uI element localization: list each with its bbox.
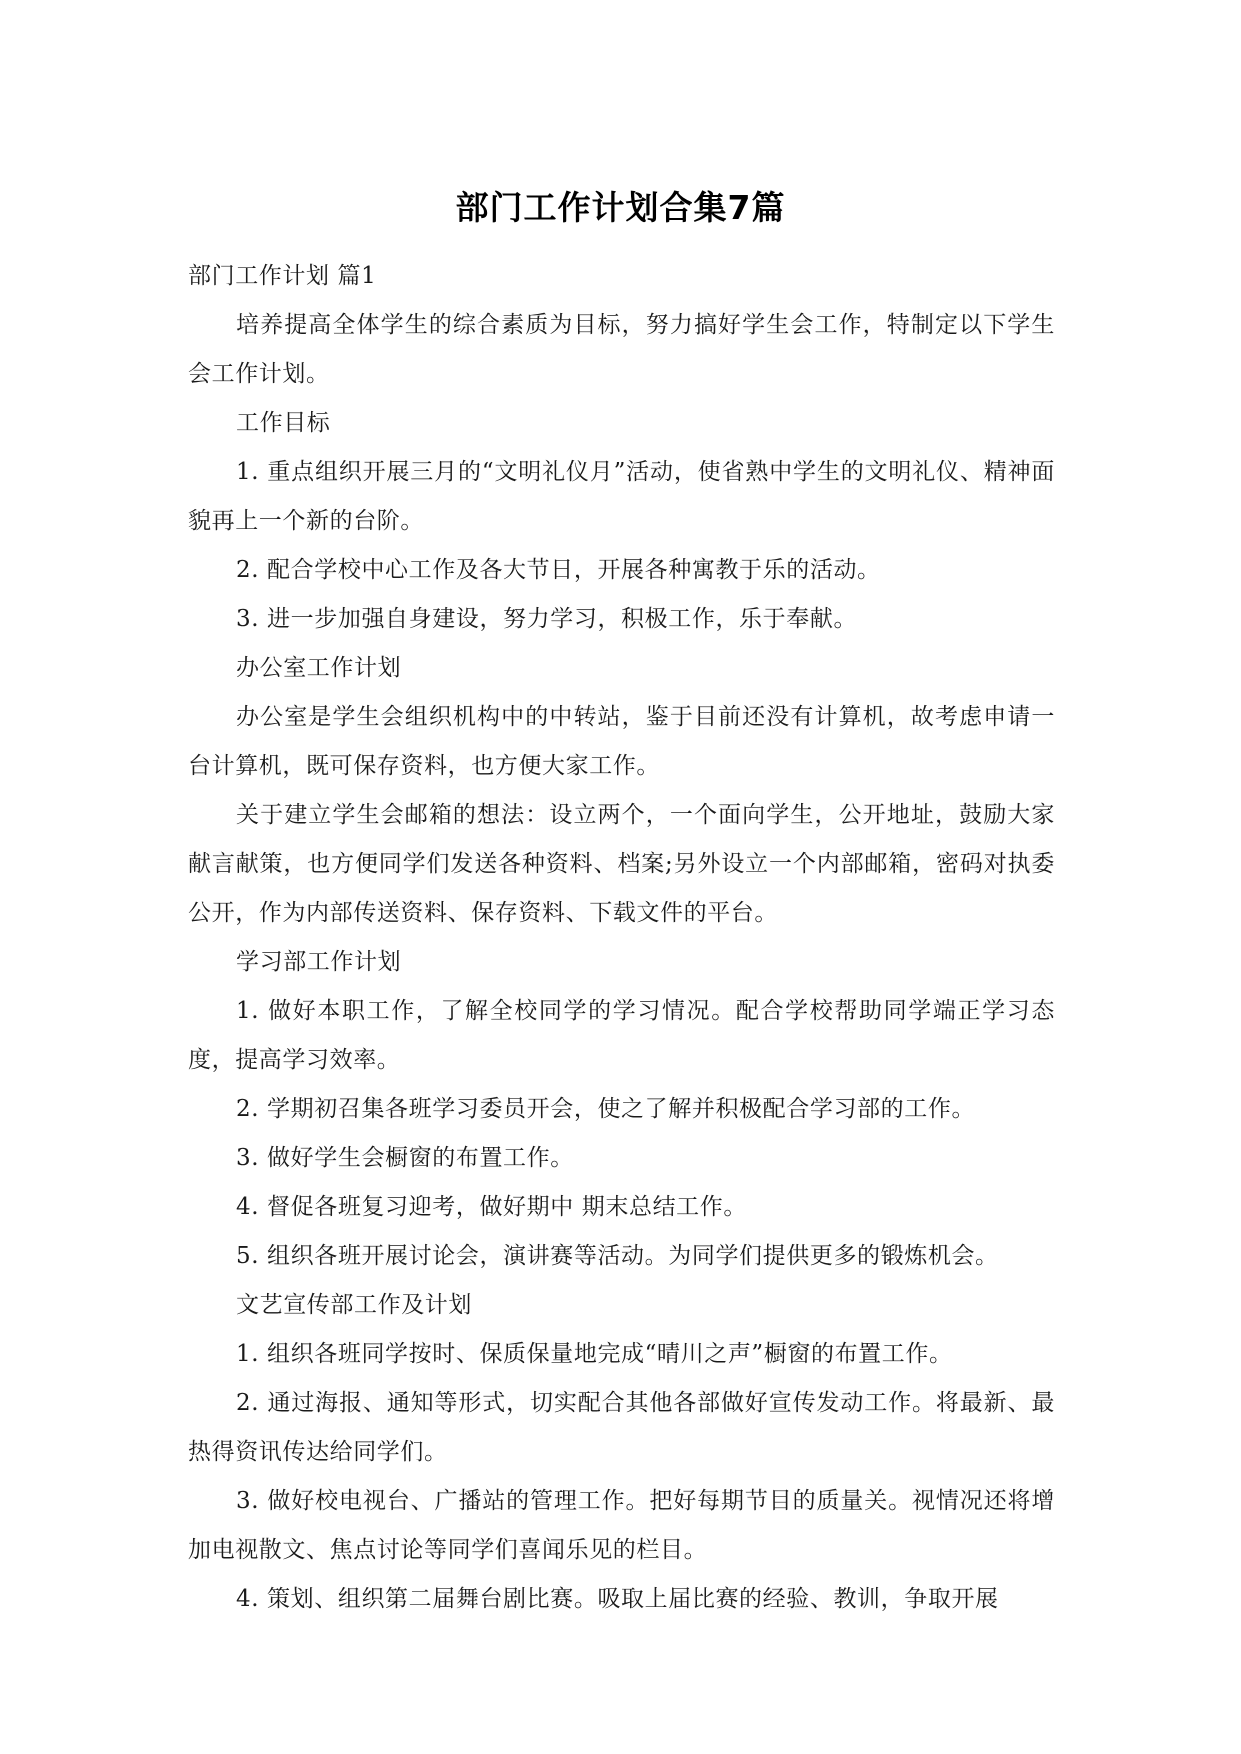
paragraph: 4. 督促各班复习迎考，做好期中 期末总结工作。 bbox=[236, 1194, 747, 1220]
paragraph: 1. 重点组织开展三月的“文明礼仪月”活动，使省熟中学生的文明礼仪、精神面貌再上一个新的台阶。 bbox=[188, 459, 1055, 534]
paragraph: 3. 进一步加强自身建设，努力学习，积极工作，乐于奉献。 bbox=[236, 606, 858, 632]
paragraph: 办公室工作计划 bbox=[236, 655, 402, 681]
paragraph: 办公室是学生会组织机构中的中转站，鉴于目前还没有计算机，故考虑申请一台计算机，既可保存资料，也方便大家工作。 bbox=[188, 704, 1055, 779]
document-body bbox=[188, 252, 1055, 1624]
paragraph: 2. 学期初召集各班学习委员开会，使之了解并积极配合学习部的工作。 bbox=[236, 1096, 976, 1122]
paragraph: 4. 策划、组织第二届舞台剧比赛。吸取上届比赛的经验、教训，争取开展 bbox=[236, 1586, 999, 1612]
paragraph: 3. 做好校电视台、广播站的管理工作。把好每期节目的质量关。视情况还将增加电视散文、焦点讨论等同学们喜闻乐见的栏目。 bbox=[188, 1488, 1055, 1563]
paragraph: 1. 做好本职工作，了解全校同学的学习情况。配合学校帮助同学端正学习态度，提高学习效率。 bbox=[188, 998, 1055, 1073]
paragraph: 文艺宣传部工作及计划 bbox=[236, 1292, 472, 1318]
paragraph: 2. 配合学校中心工作及各大节日，开展各种寓教于乐的活动。 bbox=[236, 557, 881, 583]
section-heading: 部门工作计划 篇1 bbox=[188, 263, 377, 289]
paragraph: 5. 组织各班开展讨论会，演讲赛等活动。为同学们提供更多的锻炼机会。 bbox=[236, 1243, 999, 1269]
paragraph: 1. 组织各班同学按时、保质保量地完成“晴川之声”橱窗的布置工作。 bbox=[236, 1341, 953, 1367]
paragraph: 学习部工作计划 bbox=[236, 949, 402, 975]
paragraph: 关于建立学生会邮箱的想法：设立两个，一个面向学生，公开地址，鼓励大家献言献策，也方便同学们发送各种资料、档案;另外设立一个内部邮箱，密码对执委公开，作为内部传送资料、保存资料、下载文件的平台。 bbox=[188, 802, 1055, 926]
paragraph: 2. 通过海报、通知等形式，切实配合其他各部做好宣传发动工作。将最新、最热得资讯传达给同学们。 bbox=[188, 1390, 1055, 1465]
paragraph: 工作目标 bbox=[236, 410, 331, 436]
document-title: 部门工作计划合集7篇 bbox=[455, 188, 786, 227]
paragraph: 3. 做好学生会橱窗的布置工作。 bbox=[236, 1145, 574, 1171]
paragraph: 培养提高全体学生的综合素质为目标，努力搞好学生会工作，特制定以下学生会工作计划。 bbox=[188, 312, 1055, 387]
